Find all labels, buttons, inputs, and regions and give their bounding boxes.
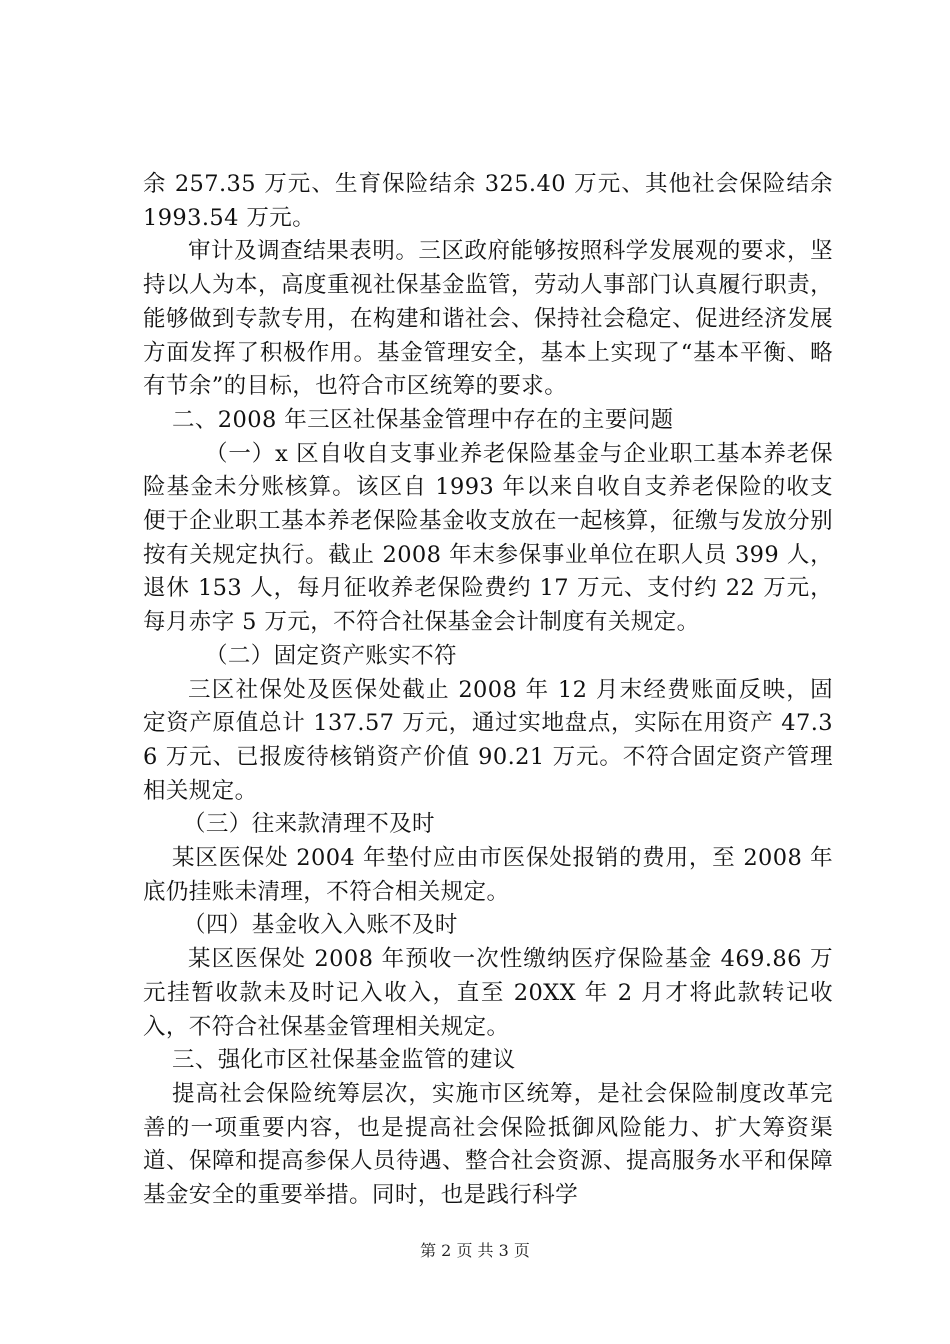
page-number-footer: 第 2 页 共 3 页 [420,1241,530,1260]
paragraph: （一）x 区自收自支事业养老保险基金与企业职工基本养老保险基金未分账核算。该区自 1993 年以来自收自支养老保险的收支便于企业职工基本养老保险基金收支放在一起核算，征缴与发放分别按有关规定执行。截止 2008 年末参保事业单位在职人员 399 人，退休 153 人，每月征收养老保险费约 17 万元、支付约 22 万元，每月赤字 5 万元，不符合社保基金会计制度有关规定。 [143,440,833,636]
paragraph: 某区医保处 2008 年预收一次性缴纳医疗保险基金 469.86 万元挂暂收款未及时记入收入，直至 20XX 年 2 月才将此款转记收入，不符合社保基金管理相关规定。 [143,946,833,1040]
section-heading: 二、2008 年三区社保基金管理中存在的主要问题 [172,406,674,433]
section-heading: 三、强化市区社保基金监管的建议 [172,1047,516,1074]
paragraph: 余 257.35 万元、生育保险结余 325.40 万元、其他社会保险结余 1993.54 万元。 [143,171,833,231]
paragraph: 审计及调查结果表明。三区政府能够按照科学发展观的要求，坚持以人为本，高度重视社保基金监管，劳动人事部门认真履行职责，能够做到专款专用，在构建和谐社会、保持社会稳定、促进经济发展方面发挥了积极作用。基金管理安全，基本上实现了“基本平衡、略有节余”的目标，也符合市区统筹的要求。 [143,238,833,400]
subsection-heading: （四）基金收入入账不及时 [183,912,458,939]
paragraph: 提高社会保险统筹层次，实施市区统筹，是社会保险制度改革完善的一项重要内容，也是提高社会保险抵御风险能力、扩大筹资渠道、保障和提高参保人员待遇、整合社会资源、提高服务水平和保障基金安全的重要举措。同时，也是践行科学 [143,1080,833,1209]
subsection-heading: （三）往来款清理不及时 [183,811,435,838]
paragraph: 三区社保处及医保处截止 2008 年 12 月末经费账面反映，固定资产原值总计 137.57 万元，通过实地盘点，实际在用资产 47.36 万元、已报废待核销资产价值 90.21 万元。不符合固定资产管理相关规定。 [143,676,833,804]
subsection-heading: （二）固定资产账实不符 [205,642,457,669]
document-body [143,168,833,1213]
paragraph: 某区医保处 2004 年垫付应由市医保处报销的费用，至 2008 年底仍挂账未清理，不符合相关规定。 [143,845,833,905]
